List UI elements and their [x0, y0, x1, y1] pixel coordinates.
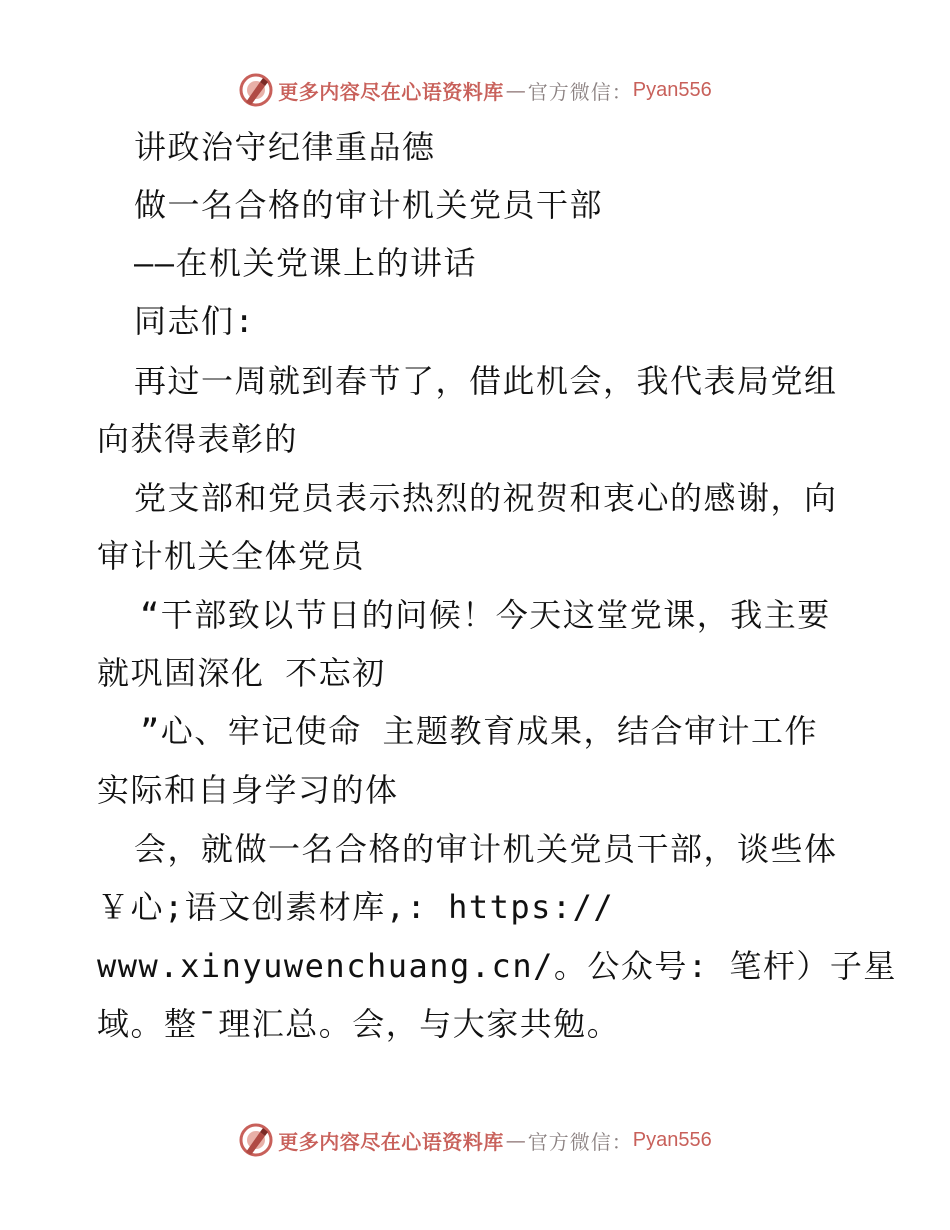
header-banner — [0, 70, 950, 110]
doc-paragraph-line: www.xinyuwenchuang.cn/。公众号: 笔杆）子星 — [97, 947, 897, 985]
doc-paragraph-line: “干部致以节日的问候！今天这堂党课，我主要 — [140, 596, 831, 634]
doc-paragraph-line: 向获得表彰的 — [97, 420, 299, 458]
doc-byline: ——在机关党课上的讲话 — [134, 244, 478, 282]
pen-circle-logo-icon — [238, 1122, 274, 1158]
banner-brand-text: 更多内容尽在心语资料库 — [278, 79, 504, 104]
doc-paragraph-line: 党支部和党员表示热烈的祝贺和衷心的感谢，向 — [134, 479, 838, 517]
doc-paragraph-line: 域。整¯理汇总。会，与大家共勉。 — [97, 1005, 621, 1043]
doc-paragraph-line: ”心、牢记使命 主题教育成果，结合审计工作 — [140, 712, 819, 750]
doc-subtitle: 做一名合格的审计机关党员干部 — [134, 186, 604, 224]
banner-brand-text: 更多内容尽在心语资料库 — [278, 1129, 504, 1154]
doc-paragraph-line: ￥心;语文创素材库,: https:// — [97, 888, 615, 926]
banner-official-label: 官方微信： — [527, 1129, 633, 1154]
doc-paragraph-line: 就巩固深化 不忘初 — [97, 654, 386, 692]
doc-salutation: 同志们: — [134, 302, 256, 340]
footer-banner — [0, 1120, 950, 1160]
banner-official-label: 官方微信： — [527, 79, 633, 104]
banner-wechat-id: Pyan556 — [632, 78, 712, 101]
pen-circle-logo-icon — [238, 72, 274, 108]
banner-separator: — — [505, 1128, 526, 1152]
banner-separator: — — [505, 78, 526, 102]
doc-title: 讲政治守纪律重品德 — [134, 128, 436, 166]
doc-paragraph-line: 审计机关全体党员 — [97, 537, 366, 575]
doc-paragraph-line: 会，就做一名合格的审计机关党员干部，谈些体 — [134, 830, 838, 868]
doc-paragraph-line: 实际和自身学习的体 — [97, 771, 399, 809]
banner-wechat-id: Pyan556 — [632, 1128, 712, 1151]
doc-paragraph-line: 再过一周就到春节了，借此机会，我代表局党组 — [134, 362, 838, 400]
